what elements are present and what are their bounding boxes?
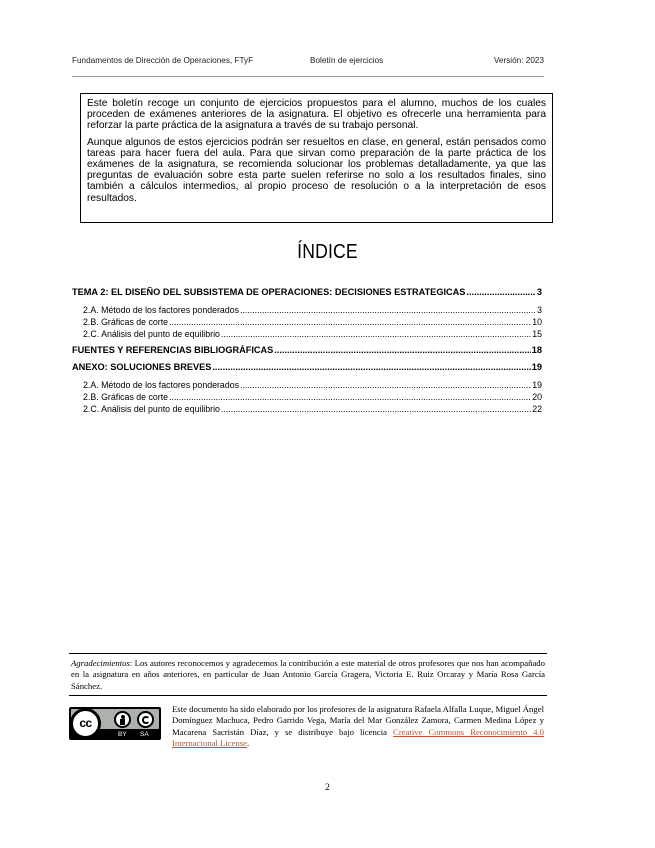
toc-entry-page: 19 [531, 362, 542, 373]
intro-paragraph-2: Aunque algunos de estos ejercicios podrán ser resueltos en clase, en general, están pensados como tareas para hacer fuera del aula. Para que sirvan como preparación de la parte práctica de los exámenes de la asignatura, se recomienda solucionar los problemas detalladamente, ya que las preguntas de evaluación sobre esta parte suelen referirse no solo a los resultados finales, sino también a cálculos intermedios, al propio proceso de resolución o a la interpretación de esos resultados. [87, 136, 546, 204]
page-number: 2 [325, 783, 330, 793]
toc-entry-page: 15 [532, 328, 542, 339]
toc-entry-label: 2.C. Análisis del punto de equilibrio [83, 328, 220, 339]
toc-entry-tema2[interactable] [72, 287, 542, 299]
toc-entry-2b[interactable] [72, 317, 542, 329]
toc-leader-dots [221, 329, 531, 339]
toc-leader-dots [240, 380, 531, 390]
header-divider [72, 76, 544, 77]
toc-entry-label: 2.C. Análisis del punto de equilibrio [83, 403, 220, 414]
cc-badge-labels [109, 730, 159, 739]
toc-entry-page: 3 [537, 305, 542, 315]
intro-paragraph-1: Este boletín recoge un conjunto de ejercicios propuestos para el alumno, muchos de los cuales proceden de exámenes anteriores de la asignatura. El objetivo es ofrecerle una herramienta para reforzar la parte práctica de la asignatura a través de su trabajo personal. [87, 98, 546, 132]
toc-entry-page: 19 [532, 380, 542, 391]
toc-entry-anexo-2c[interactable] [72, 404, 542, 416]
toc-entry-page: 3 [536, 287, 542, 297]
sa-label: SA [140, 731, 149, 738]
page-header [72, 56, 544, 70]
toc-entry-anexo-2b[interactable] [72, 392, 542, 404]
toc-entry-label: 2.A. Método de los factores ponderados [83, 380, 239, 391]
toc-leader-dots [221, 404, 531, 414]
share-alike-icon [137, 711, 154, 728]
by-label: BY [118, 731, 127, 738]
license-statement [172, 704, 544, 750]
table-of-contents [72, 287, 542, 416]
intro-box [80, 93, 553, 223]
license-link[interactable]: Creative Commons Reconocimiento 4.0 Internacional License [172, 726, 544, 749]
acknowledgements-label: Agradecimientos [71, 658, 130, 668]
toc-entry-page: 22 [532, 403, 542, 414]
toc-leader-dots [274, 345, 530, 355]
attribution-icon [114, 711, 131, 728]
toc-entry-label: 2.A. Método de los factores ponderados [83, 305, 239, 315]
toc-leader-dots [466, 287, 535, 297]
toc-entry-label: 2.B. Gráficas de corte [83, 316, 169, 327]
header-document-title: Boletín de ejercicios [310, 56, 384, 65]
toc-leader-dots [169, 392, 531, 402]
toc-leader-dots [169, 317, 531, 327]
toc-entry-page: 18 [531, 345, 542, 356]
toc-entry-page: 10 [532, 316, 542, 327]
cc-by-sa-license-badge[interactable] [69, 707, 161, 740]
toc-entry-anexo[interactable] [72, 362, 542, 374]
toc-entry-label: ANEXO: SOLUCIONES BREVES [72, 362, 212, 373]
header-version: Versión: 2023 [493, 56, 544, 65]
header-course-title: Fundamentos de Dirección de Operaciones, FTyF [72, 56, 254, 65]
toc-entry-anexo-2a[interactable] [72, 380, 542, 392]
toc-title: ÍNDICE [297, 241, 358, 263]
toc-leader-dots [240, 305, 536, 315]
acknowledgements-text: : Los autores reconocemos y agradecemos la contribución a este material de otros profesores que nos han acompañado en la asignatura en años anteriores, en particular de Juan Antonio García Gragera, Victoria E. Ruiz Orcaray y María Rosa García Sánchez. [71, 658, 545, 691]
toc-entry-label: 2.B. Gráficas de corte [83, 392, 169, 403]
toc-entry-2c[interactable] [72, 329, 542, 341]
creative-commons-icon: cc [70, 708, 101, 739]
license-authors-text: Este documento ha sido elaborado por los profesores de la asignatura Rafaela Alfalla Luque, Miguel Ángel Domínguez Machuca, Pedro Garrido Vega, María del Mar González Zamora, Carmen Medina López y Macarena Sacristán Díaz, y se distribuye bajo licencia [172, 704, 544, 737]
license-end: . [247, 738, 250, 749]
toc-entry-2a[interactable] [72, 305, 542, 317]
acknowledgements-box [69, 653, 547, 696]
toc-leader-dots [212, 362, 530, 372]
toc-entry-label: FUENTES Y REFERENCIAS BIBLIOGRÁFICAS [72, 345, 274, 356]
toc-entry-page: 20 [532, 392, 542, 403]
toc-entry-fuentes[interactable] [72, 345, 542, 357]
toc-entry-label: TEMA 2: EL DISEÑO DEL SUBSISTEMA DE OPERACIONES: DECISIONES ESTRATEGICAS [72, 287, 466, 297]
